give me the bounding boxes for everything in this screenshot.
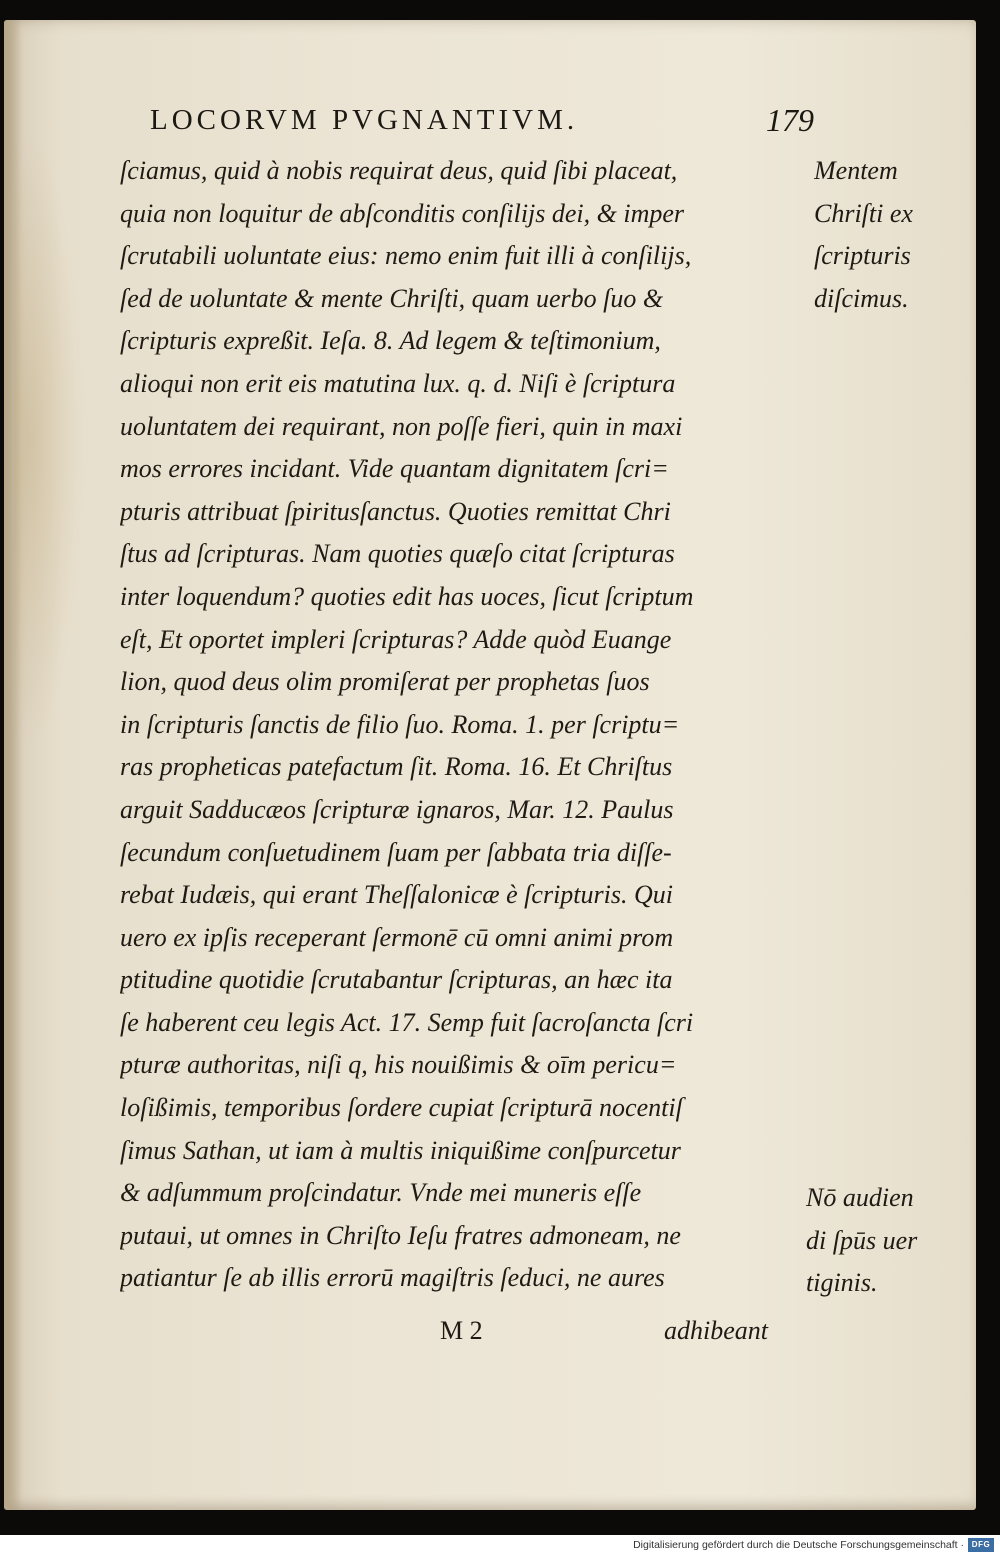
text-line: ſciamus, quid à nobis requirat deus, quid ſibi placeat, [120, 156, 678, 185]
text-line: inter loquendum? quoties edit has uoces, ſicut ſcriptum [120, 581, 694, 611]
paper-stain [14, 130, 84, 750]
text-line: rebat Iudæis, qui erant Theſſalonicæ è ſcripturis. Qui [120, 880, 673, 910]
text-line: ſecundum conſuetudinem ſuam per ſabbata tria diſſe- [120, 837, 672, 867]
text-line: putaui, ut omnes in Chriſto Ieſu fratres admoneam, ne [120, 1220, 681, 1250]
catchword: adhibeant [664, 1316, 768, 1345]
margin-note-top [814, 150, 964, 320]
text-line: ſed de uoluntate & mente Chriſti, quam uerbo ſuo & [120, 283, 664, 313]
margin-note-line: di ſpūs uer [806, 1225, 918, 1255]
text-line: patiantur ſe ab illis errorū magiſtris ſeduci, ne aures [120, 1263, 665, 1293]
margin-note-line: Chriſti ex [814, 198, 913, 228]
text-line: in ſcripturis ſanctis de filio ſuo. Roma. 1. per ſcriptu= [120, 709, 680, 739]
margin-note-line: ſcripturis [814, 241, 911, 271]
margin-note-line: diſcimus. [814, 283, 909, 313]
page-header [150, 100, 830, 140]
text-line: ſcrutabili uoluntate eius: nemo enim fuit illi à conſilijs, [120, 241, 692, 271]
text-line: ſcripturis expreßit. Ieſa. 8. Ad legem & teſtimonium, [120, 326, 661, 356]
footer-bar [0, 1535, 1000, 1555]
running-head: LOCORVM PVGNANTIVM. [150, 104, 579, 136]
margin-note-bottom [806, 1177, 966, 1305]
text-line: alioqui non erit eis matutina lux. q. d. Niſi è ſcriptura [120, 368, 676, 398]
text-line: quia non loquitur de abſconditis conſilijs dei, & imper [120, 198, 685, 228]
text-line: & adſummum proſcindatur. Vnde mei muneris eſſe [120, 1178, 642, 1208]
book-page [4, 20, 976, 1510]
text-line: mos errores incidant. Vide quantam dignitatem ſcri= [120, 454, 669, 484]
text-line: eſt, Et oportet impleri ſcripturas? Adde quòd Euange [120, 624, 672, 654]
margin-note-line: tiginis. [806, 1268, 878, 1298]
text-line: uoluntatem dei requirant, non poſſe fieri, quin in maxi [120, 411, 683, 441]
text-line: pturæ authoritas, niſi q, his nouißimis & oīm pericu= [120, 1050, 677, 1080]
signature-mark: M 2 [440, 1316, 483, 1345]
text-line: uero ex ipſis receperant ſermonē cū omni animi prom [120, 922, 674, 952]
text-line: ſimus Sathan, ut iam à multis iniquißime conſpurcetur [120, 1135, 681, 1165]
text-line: lion, quod deus olim promiſerat per prophetas ſuos [120, 667, 650, 697]
text-line: pturis attribuat ſpiritusſanctus. Quoties remittat Chri [120, 496, 671, 526]
margin-note-line: Nō audien [806, 1183, 914, 1212]
main-text-block [120, 150, 820, 1300]
funding-credit: Digitalisierung gefördert durch die Deutsche Forschungsgemeinschaft · [633, 1539, 964, 1551]
margin-note-line: Mentem [814, 156, 898, 185]
text-line: ptitudine quotidie ſcrutabantur ſcripturas, an hæc ita [120, 965, 673, 995]
text-line: loſißimis, temporibus ſordere cupiat ſcripturā nocentiſ [120, 1093, 683, 1123]
text-line: ſtus ad ſcripturas. Nam quoties quæſo citat ſcripturas [120, 539, 675, 569]
text-line: ſe haberent ceu legis Act. 17. Semp fuit ſacroſancta ſcri [120, 1007, 694, 1037]
text-line: ras propheticas patefactum ſit. Roma. 16. Et Chriſtus [120, 752, 673, 782]
text-line: arguit Sadducæos ſcripturæ ignaros, Mar. 12. Paulus [120, 794, 674, 824]
dfg-logo-icon: DFG [968, 1538, 994, 1552]
page-number: 179 [766, 102, 814, 138]
